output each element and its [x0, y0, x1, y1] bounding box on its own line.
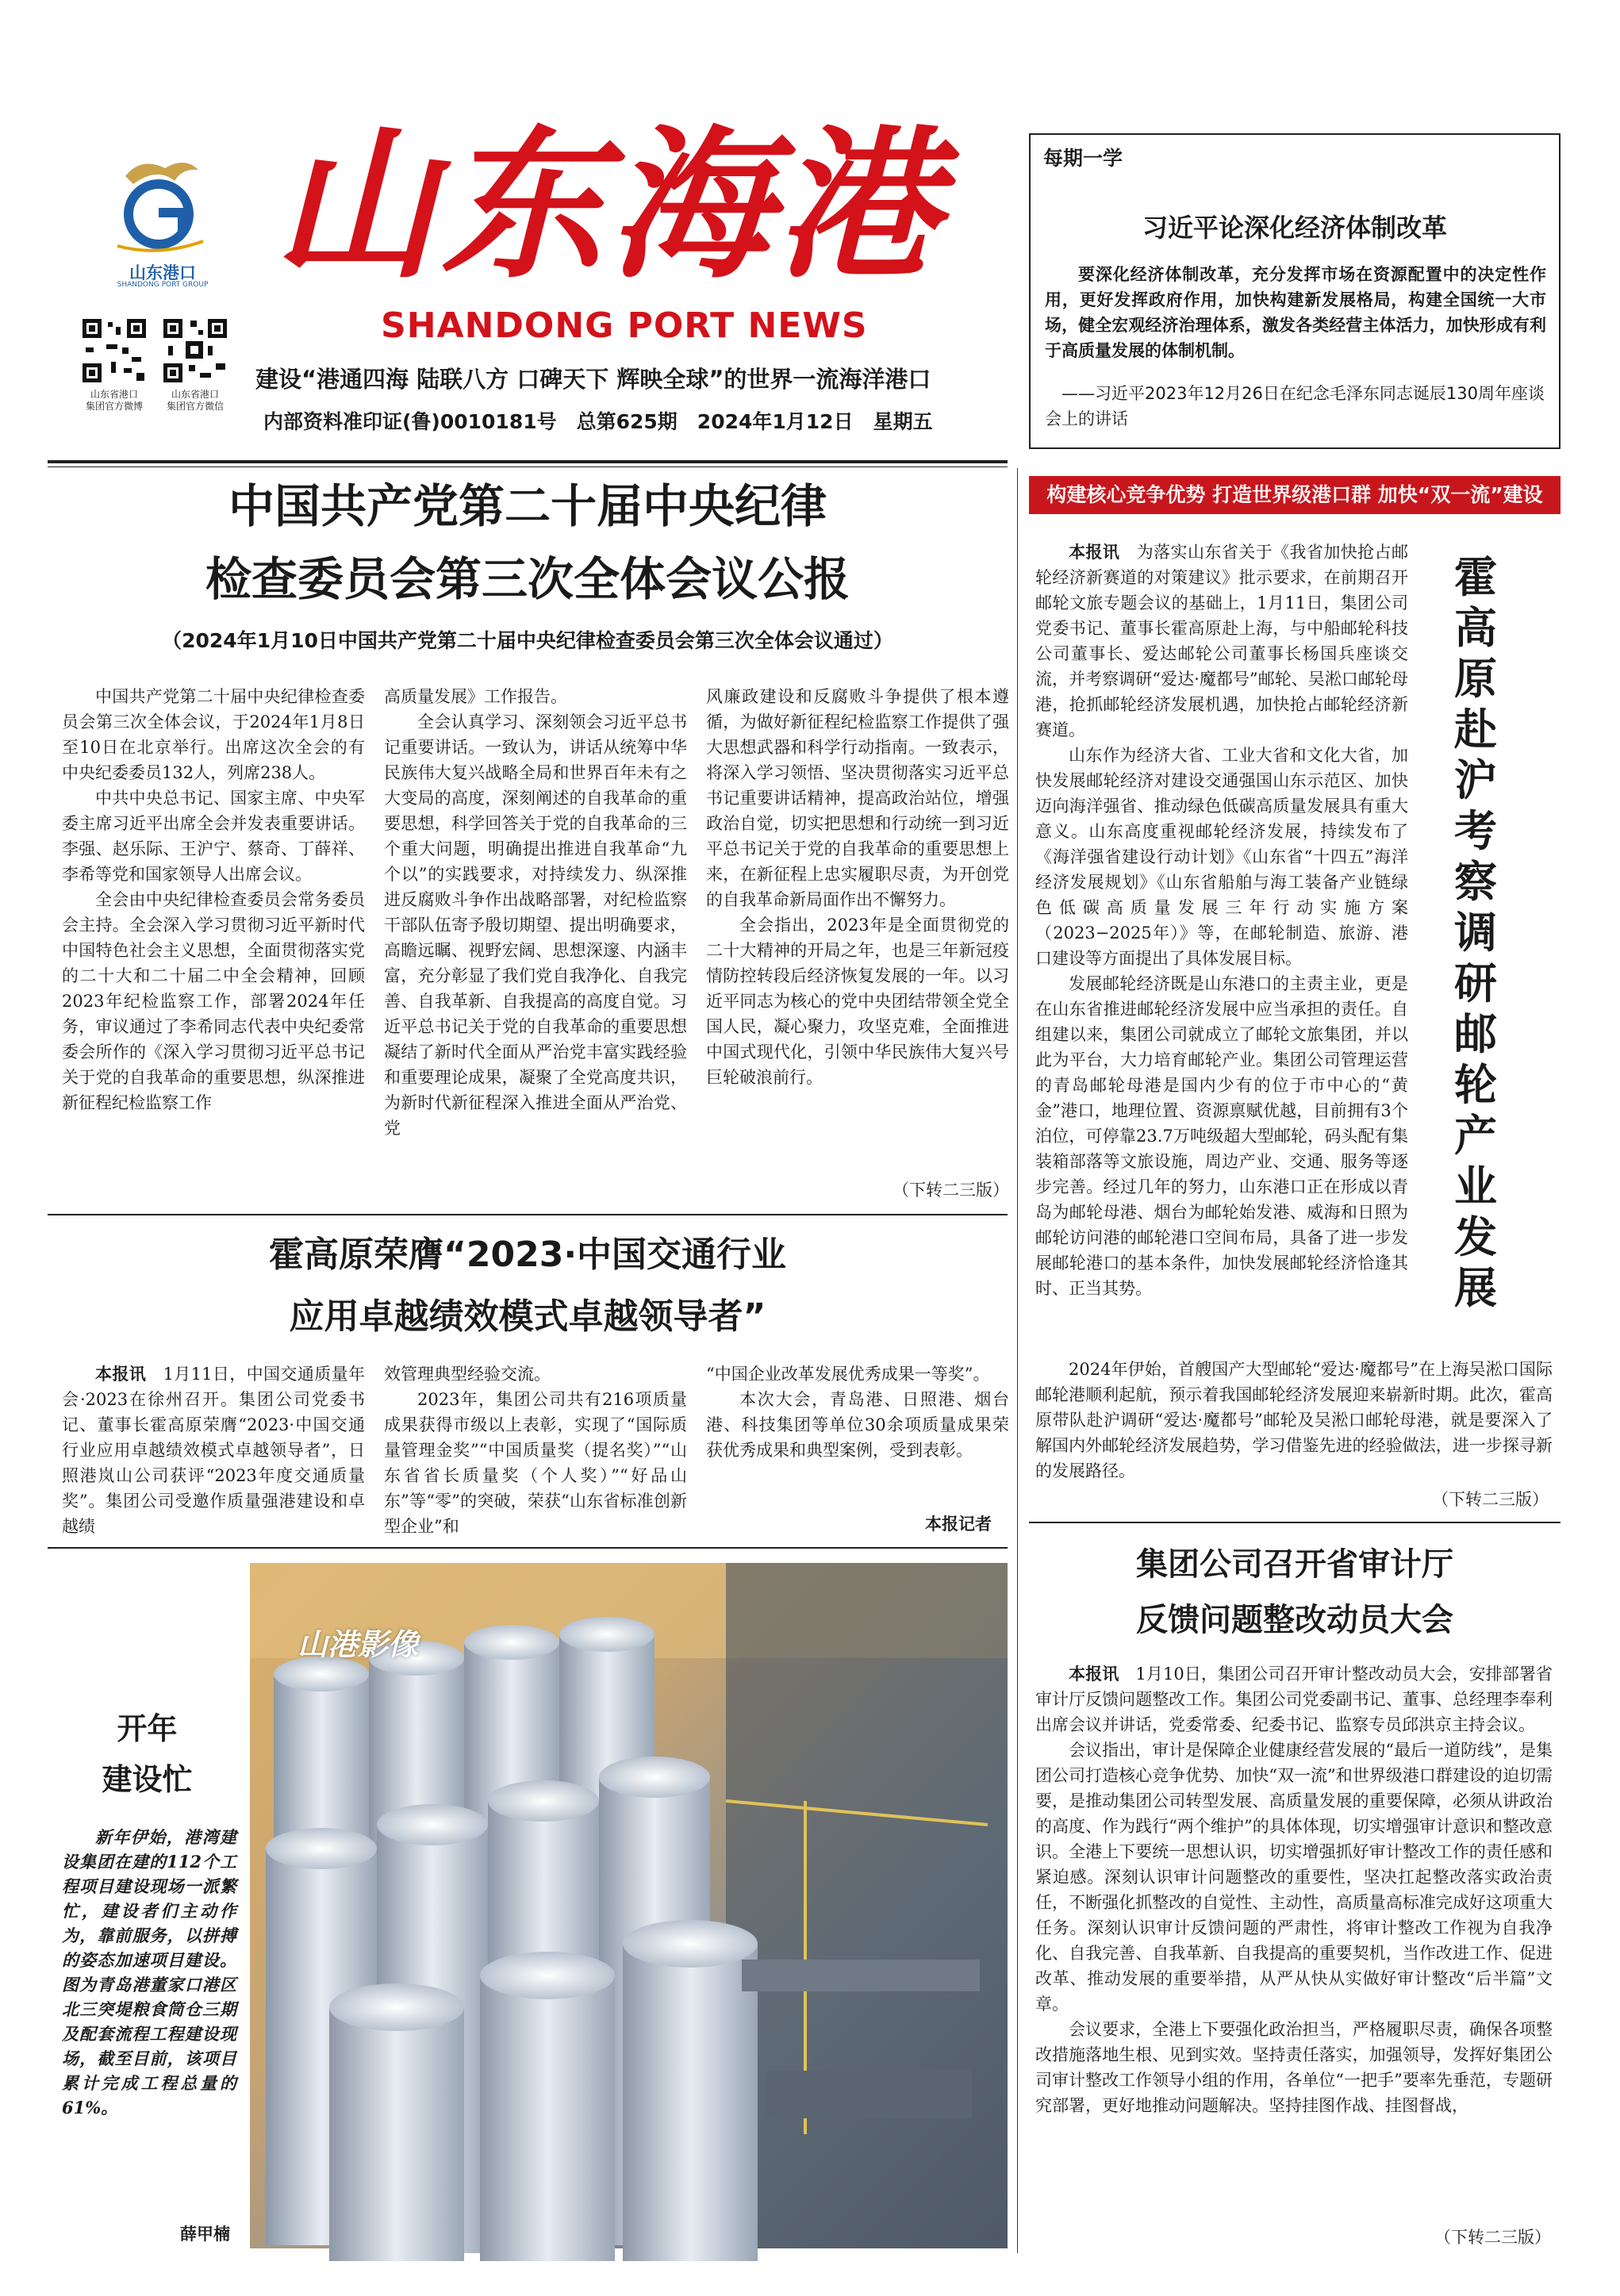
article2-byline: 本报记者	[925, 1515, 992, 1534]
article3-continue[interactable]: （下转二三版）	[1432, 1490, 1549, 1509]
logo-text-cn: 山东港口	[129, 263, 196, 282]
logo-text-en: SHANDONG PORT GROUP	[117, 281, 209, 289]
article2-title-line1[interactable]: 霍高原荣膺“2023·中国交通行业	[268, 1234, 787, 1275]
paragraph	[1035, 1661, 1553, 1737]
article2-title-line2[interactable]: 应用卓越绩效模式卓越领导者”	[289, 1296, 766, 1337]
silo-photo-illustration	[250, 1563, 1008, 2248]
article1-subtitle: （2024年1月10日中国共产党第二十届中央纪律检查委员会第三次全体会议通过）	[162, 629, 893, 652]
slogan: 建设“港通四海 陆联八方 口碑天下 辉映全球”的世界一流海洋港口	[255, 366, 931, 393]
article1-column-1	[62, 684, 365, 1115]
article4-continue[interactable]: （下转二三版）	[1380, 2225, 1551, 2248]
article1-divider	[48, 1214, 1008, 1215]
article1-column-3	[706, 684, 1009, 1090]
photo-silos[interactable]	[250, 1563, 1008, 2248]
photo-watermark: 山港影像	[298, 1626, 419, 1662]
lead-tag: 本报讯	[1069, 1664, 1119, 1684]
article3-vertical-title[interactable]: 霍高原赴沪考察调研邮轮产业发展	[1454, 552, 1497, 1313]
paragraph: 全会认真学习、深刻领会习近平总书记重要讲话。一致认为，讲话从统筹中华民族伟大复兴战略全局和世界百年未有之大变局的高度，深刻阐述的自我革命的重要思想，科学回答关于党的自我革命的三个重大问题，明确提出推进自我革命“九个以”的实践要求，对持续发力、纵深推进反腐败斗争作出战略部署，对纪检监察干部队伍寄予殷切期望、提出明确要求，高瞻远瞩、视野宏阔、思想深邃、内涵丰富，充分彰显了我们党自我净化、自我完善、自我革新、自我提高的高度自觉。习近平总书记关于党的自我革命的重要思想凝结了新时代全面从严治党丰富实践经验和重要理论成果，凝聚了全党高度共识，为新时代新征程深入推进全面从严治党、党	[384, 712, 687, 1138]
slogan-banner-text: 构建核心竞争优势 打造世界级港口群 加快“双一流”建设	[1046, 483, 1543, 506]
qr-icon	[160, 316, 230, 386]
photo-title-line2: 建设忙	[102, 1762, 193, 1797]
article2-divider	[48, 1547, 1008, 1549]
article1-continue[interactable]: （下转二三版）	[893, 1181, 1009, 1200]
paragraph-text: 1月11日，中国交通质量年会·2023在徐州召开。集团公司党委书记、董事长霍高原荣膺“2023·中国交通行业应用卓越绩效模式卓越领导者”，日照港岚山公司获评“2023年度交通质量奖”。集团公司受邀作质量强港建设和卓越绩	[62, 1365, 366, 1536]
lead-tag: 本报讯	[95, 1365, 147, 1384]
photo-caption: 新年伊始，港湾建设集团在建的112个工程项目建设现场一派繁忙，建设者们主动作为，靠前服务，以拼搏的姿态加速项目建设。图为青岛港董家口港区北三突堤粮食筒仓三期及配套流程工程建设现场，截至目前，该项目累计完成工程总量的61%。	[62, 1827, 236, 2117]
column-divider	[1017, 468, 1018, 2253]
masthead-divider-thin	[48, 466, 1008, 467]
slogan-banner	[1029, 476, 1560, 514]
paragraph: 全会由中央纪律检查委员会常务委员会主持。全会深入学习贯彻习近平新时代中国特色社会主义思想，全面贯彻落实党的二十大和二十届二中全会精神，回顾2023年纪检监察工作，部署2024年任务，审议通过了李希同志代表中央纪委常委会所作的《深入学习贯彻习近平总书记关于党的自我革命的重要思想，纵深推进新征程纪检监察工作	[62, 890, 365, 1112]
article3-body-narrow	[1035, 539, 1409, 1298]
paragraph: 全会指出，2023年是全面贯彻党的二十大精神的开局之年，也是三年新冠疫情防控转段后经济恢复发展的一年。以习近平同志为核心的党中央团结带领全党全国人民，凝心聚力，攻坚克难，全面推进中国式现代化，引领中华民族伟大复兴号巨轮破浪前行。	[706, 916, 1009, 1087]
paragraph: 发展邮轮经济既是山东港口的主责主业，更是在山东省推进邮轮经济发展中应当承担的责任。自组建以来，集团公司就成立了邮轮文旅集团，并以此为平台，大力培育邮轮产业。集团公司管理运营的青岛邮轮母港是国内少有的位于市中心的“黄金”港口，地理位置、资源禀赋优越，目前拥有3个泊位，可停靠23.7万吨级超大型邮轮，码头配有集装箱部落等文旅设施，周边产业、交通、服务等逐步完善。经过几年的努力，山东港口正在形成以青岛为邮轮母港、烟台为邮轮始发港、威海和日照为邮轮访问港的邮轮港口空间布局，具备了进一步发展邮轮港口的基本条件，加快发展邮轮经济恰逢其时、正当其势。	[1035, 974, 1408, 1298]
qr-caption-weibo: 山东省港口 集团官方微博	[85, 389, 143, 412]
paragraph	[62, 1361, 365, 1539]
paragraph-text: 为落实山东省关于《我省加快抢占邮轮经济新赛道的对策建议》批示要求，在前期召开邮轮文旅专题会议的基础上，1月11日，集团公司党委书记、董事长霍高原赴上海，与中船邮轮科技公司董事长、爱达邮轮公司董事长杨国兵座谈交流，并考察调研“爱达·魔都号”邮轮、吴淞口邮轮母港，抢抓邮轮经济发展机遇，加快抢占邮轮经济新赛道。	[1035, 543, 1409, 739]
paragraph: 中共中央总书记、国家主席、中央军委主席习近平出席全会并发表重要讲话。李强、赵乐际、王沪宁、蔡奇、丁薛祥、李希等党和国家领导人出席会议。	[62, 789, 365, 884]
study-box-body: 要深化经济体制改革，充分发挥市场在资源配置中的决定性作用，更好发挥政府作用，加快构建新发展格局，构建全国统一大市场，健全宏观经济治理体系，激发各类经营主体活力，加快形成有利于高质量发展的体制机制。	[1045, 265, 1546, 360]
photo-title-line1: 开年	[117, 1711, 178, 1746]
article1-column-2	[384, 684, 687, 1141]
article2-column-1	[62, 1361, 365, 1539]
paragraph-text: 1月10日，集团公司召开审计整改动员大会，安排部署省审计厅反馈问题整改工作。集团公司党委副书记、董事、总经理李奉利出席会议并讲话，党委常委、纪委书记、监察专员邱洪京主持会议。	[1035, 1664, 1553, 1734]
article1-title-line1[interactable]: 中国共产党第二十届中央纪律	[228, 479, 827, 533]
photo-byline: 薛甲楠	[180, 2225, 230, 2244]
article3-divider	[1029, 1522, 1560, 1523]
article4-title-line2[interactable]: 反馈问题整改动员大会	[1136, 1602, 1453, 1638]
study-box-source: ——习近平2023年12月26日在纪念毛泽东同志诞辰130周年座谈会上的讲话	[1045, 384, 1545, 428]
lead-tag: 本报讯	[1069, 543, 1120, 562]
company-logo	[109, 152, 213, 271]
qr-icon	[79, 316, 149, 386]
issue-line: 内部资料准印证(鲁)0010181号 总第625期 2024年1月12日 星期五	[263, 410, 933, 433]
article3-body-wide	[1035, 1357, 1553, 1484]
paragraph: 山东作为经济大省、工业大省和文化大省，加快发展邮轮经济对建设交通强国山东示范区、加快迈向海洋强省、推动绿色低碳高质量发展具有重大意义。山东高度重视邮轮经济发展，持续发布了《海洋强省建设行动计划》《山东省“十四五”海洋经济发展规划》《山东省船舶与海工装备产业链绿色低碳高质量发展三年行动实施方案（2023−2025年）》等，在邮轮制造、旅游、港口建设等方面提出了具体发展目标。	[1035, 746, 1408, 968]
article2-column-3	[706, 1361, 1009, 1463]
masthead-title-en: SHANDONG PORT NEWS	[381, 305, 868, 346]
study-box-title: 习近平论深化经济体制改革	[1142, 213, 1447, 243]
paragraph: 2023年，集团公司共有216项质量成果获得市级以上表彰，实现了“国际质量管理金奖”“中国质量奖（提名奖）”“山东省省长质量奖（个人奖）”“好品山东”等“零”的突破，荣获“山东省标准创新型企业”和	[384, 1390, 687, 1536]
paragraph: 效管理典型经验交流。	[384, 1365, 551, 1384]
article2-column-2	[384, 1361, 687, 1539]
qr-code-wechat[interactable]	[160, 316, 230, 386]
masthead	[48, 110, 1000, 460]
paragraph: 本次大会，青岛港、日照港、烟台港、科技集团等单位30余项质量成果荣获优秀成果和典型案例，受到表彰。	[706, 1390, 1009, 1460]
paragraph	[1035, 539, 1408, 743]
paragraph: “中国企业改革发展优秀成果一等奖”。	[706, 1365, 990, 1384]
article4-title-line1[interactable]: 集团公司召开省审计厅	[1136, 1546, 1453, 1583]
paragraph: 会议指出，审计是保障企业健康经营发展的“最后一道防线”，是集团公司打造核心竞争优势、加快“双一流”和世界级港口群建设的迫切需要，是推动集团公司转型发展、高质量发展的重要保障，必须从讲政治的高度、作为践行“两个维护”的具体体现，切实增强审计意识和整改意识。全港上下要统一思想认识，切实增强抓好审计整改工作的责任感和紧迫感。深刻认识审计问题整改的重要性，坚决扛起整改落实政治责任，不断强化抓整改的自觉性、主动性，高质量高标准完成好这项重大任务。深刻认识审计反馈问题的严肃性，将审计整改工作视为自我净化、自我完善、自我革新、自我提高的重要契机，当作改进工作、促进改革、推动发展的重要举措，从严从快从实做好审计整改“后半篇”文章。	[1035, 1741, 1553, 2014]
masthead-title: 山东海港	[274, 110, 943, 301]
study-box-label: 每期一学	[1043, 147, 1123, 170]
paragraph: 高质量发展》工作报告。	[384, 687, 567, 706]
article4-body	[1035, 1661, 1553, 2118]
paragraph: 风廉政建设和反腐败斗争提供了根本遵循，为做好新征程纪检监察工作提供了强大思想武器和科学行动指南。一致表示，将深入学习领悟、坚决贯彻落实习近平总书记重要讲话精神，提高政治站位，增强政治自觉，切实把思想和行动统一到习近平总书记关于党的自我革命的重要思想上来，在新征程上忠实履职尽责，为开创党的自我革命新局面作出不懈努力。	[706, 687, 1009, 909]
masthead-divider	[48, 460, 1008, 463]
article1-title-line2[interactable]: 检查委员会第三次全体会议公报	[205, 552, 850, 606]
qr-caption-wechat: 山东省港口 集团官方微信	[166, 389, 224, 412]
study-box	[1029, 133, 1560, 449]
port-logo-icon	[109, 152, 213, 271]
paragraph: 中国共产党第二十届中央纪律检查委员会第三次全体会议，于2024年1月8日至10日在北京举行。出席这次全会的有中央纪委委员132人，列席238人。	[62, 687, 365, 782]
paragraph: 2024年伊始，首艘国产大型邮轮“爱达·魔都号”在上海吴淞口国际邮轮港顺利起航，预示着我国邮轮经济发展迎来崭新时期。此次，霍高原带队赴沪调研“爱达·魔都号”邮轮及吴淞口邮轮母港，就是要深入了解国内外邮轮经济发展趋势，学习借鉴先进的经验做法，进一步探寻新的发展路径。	[1035, 1360, 1553, 1480]
qr-code-weibo[interactable]	[79, 316, 149, 386]
paragraph: 会议要求，全港上下要强化政治担当，严格履职尽责，确保各项整改措施落地生根、见到实效。坚持责任落实，加强领导，发挥好集团公司审计整改工作领导小组的作用，各单位“一把手”要率先垂范，专题研究部署，更好地推动问题解决。坚持挂图作战、挂图督战，	[1035, 2020, 1553, 2115]
